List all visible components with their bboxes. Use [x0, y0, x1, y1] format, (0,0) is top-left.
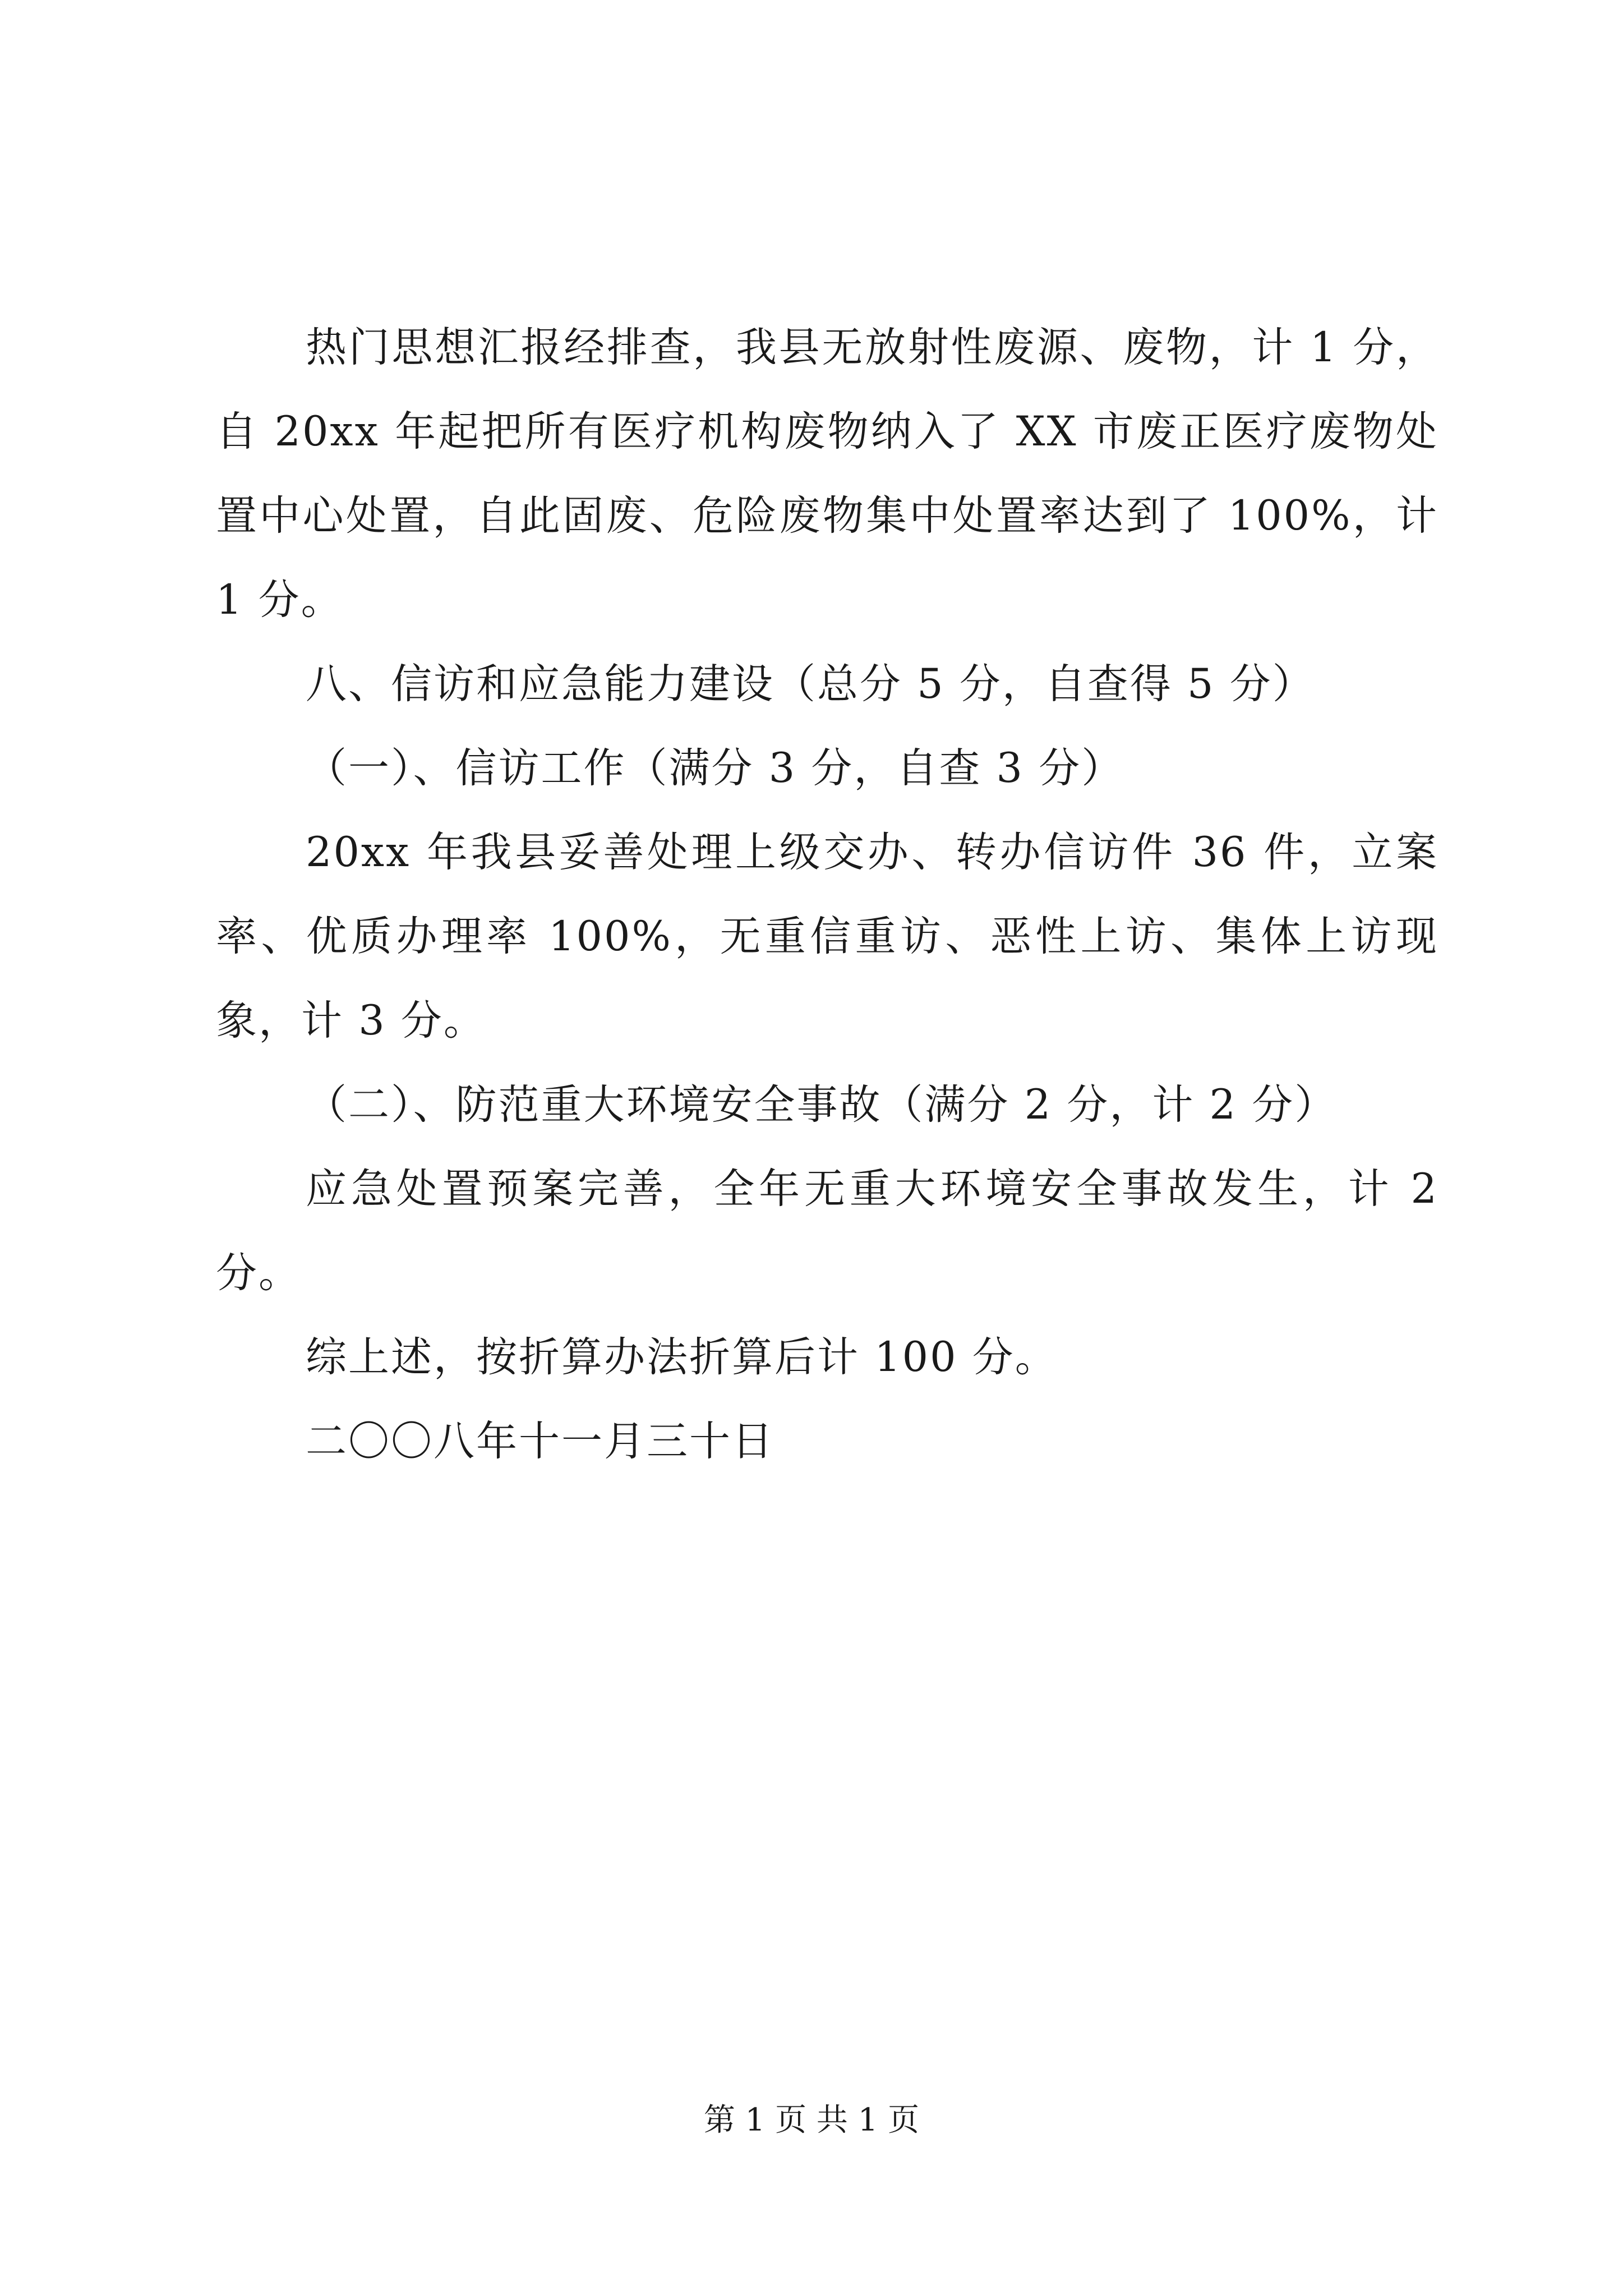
paragraph-petition-handling: 20xx 年我县妥善处理上级交办、转办信访件 36 件，立案率、优质办理率 100%，无重信重访、恶性上访、集体上访现象，计 3 分。: [216, 829, 1438, 1045]
document-body: [216, 306, 1438, 1484]
document-date: 二〇〇八年十一月三十日: [306, 1418, 774, 1465]
paragraph-emergency-plan: 应急处置预案完善，全年无重大环境安全事故发生，计 2 分。: [216, 1165, 1438, 1297]
paragraph-summary: 综上述，按折算办法折算后计 100 分。: [306, 1333, 1058, 1381]
section-heading-petition-emergency: 八、信访和应急能力建设（总分 5 分，自查得 5 分）: [306, 660, 1315, 708]
page-footer: 第 1 页 共 1 页: [703, 2102, 920, 2138]
subsection-heading-accident-prevention: （二）、防范重大环境安全事故（满分 2 分，计 2 分）: [306, 1081, 1338, 1129]
subsection-heading-petition-work: （一）、信访工作（满分 3 分，自查 3 分）: [306, 744, 1124, 792]
paragraph-waste-disposal: 热门思想汇报经排查，我县无放射性废源、废物，计 1 分，自 20xx 年起把所有医疗机构废物纳入了 XX 市废正医疗废物处置中心处置，自此固废、危险废物集中处置率达到了 100%，计 1 分。: [216, 324, 1438, 624]
